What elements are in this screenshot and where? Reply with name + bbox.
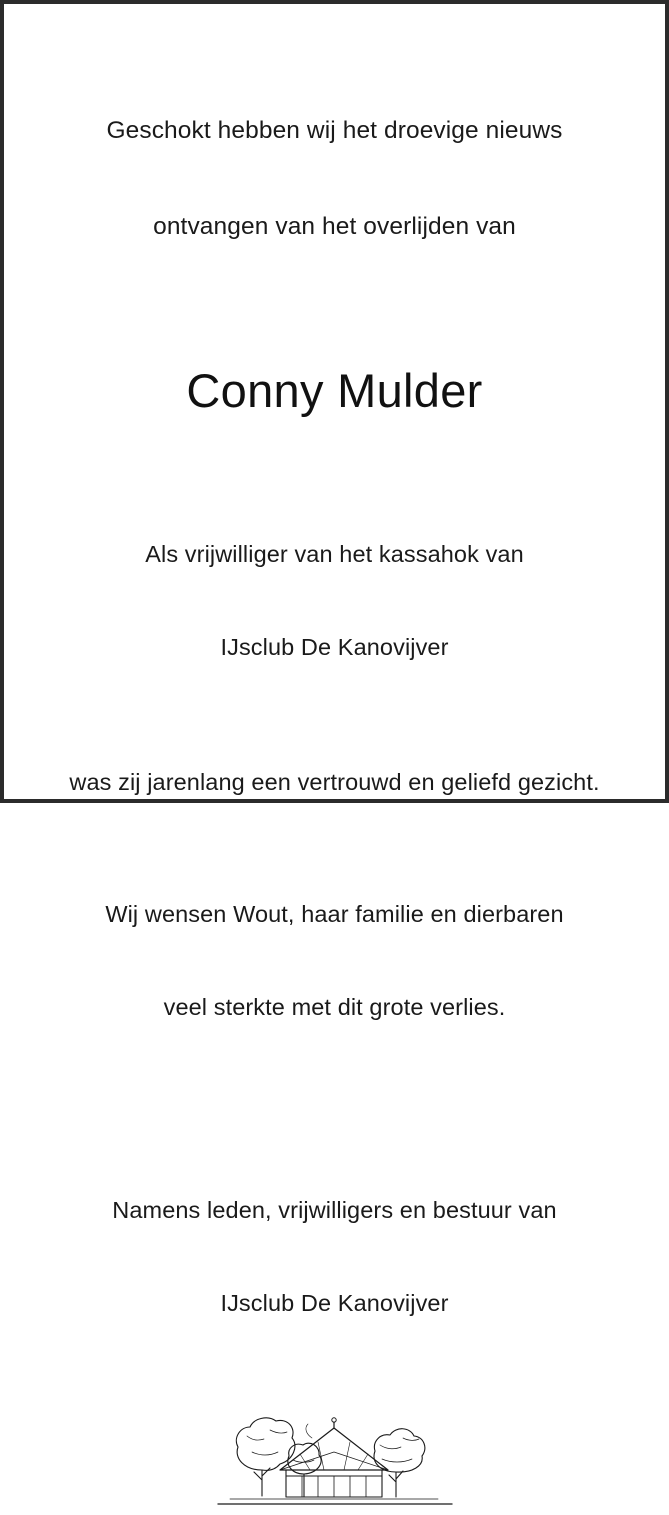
intro-line-1: Geschokt hebben wij het droevige nieuws xyxy=(106,116,563,144)
club-logo xyxy=(185,1400,485,1515)
obituary-content xyxy=(4,4,665,1316)
signoff-line-2: IJsclub De Kanovijver xyxy=(220,1289,449,1316)
deceased-name: Conny Mulder xyxy=(186,363,483,417)
signoff-line-1: Namens leden, vrijwilligers en bestuur van xyxy=(112,1196,557,1223)
intro-text xyxy=(106,52,562,305)
tribute-sentence: was zij jarenlang een vertrouwd en geliefd gezicht. xyxy=(69,768,600,795)
condolence-text xyxy=(105,839,563,1083)
role-text xyxy=(145,479,524,723)
condolence-line-1: Wij wensen Wout, haar familie en dierbaren xyxy=(105,900,564,927)
signoff-text xyxy=(112,1134,556,1378)
ijsclub-pavilion-logo-icon xyxy=(200,1400,470,1515)
intro-line-2: ontvangen van het overlijden van xyxy=(153,212,516,240)
condolence-line-2: veel sterkte met dit grote verlies. xyxy=(163,994,506,1021)
role-line-1: Als vrijwilliger van het kassahok van xyxy=(145,541,524,568)
role-line-2: IJsclub De Kanovijver xyxy=(220,634,449,661)
